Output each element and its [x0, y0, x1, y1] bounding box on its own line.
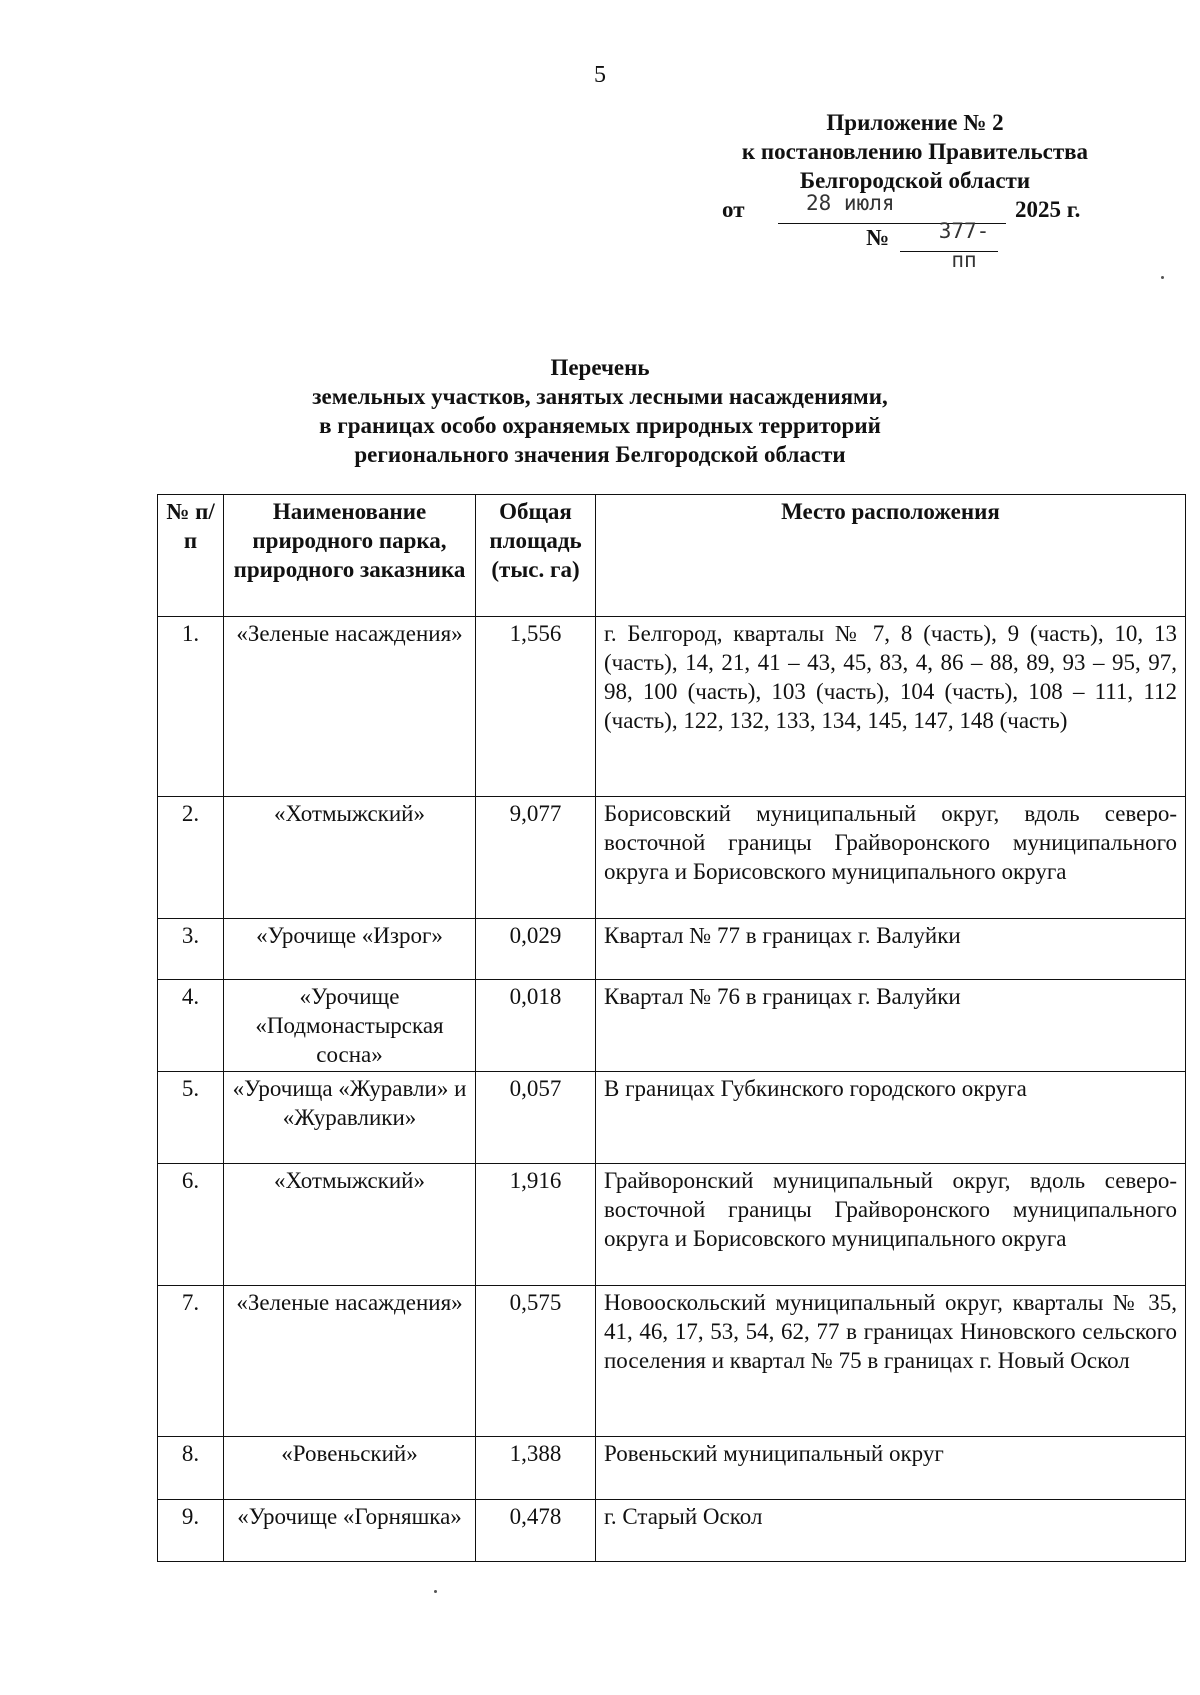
row-area: 0,478	[476, 1500, 596, 1562]
row-location: Грайворонский муниципальный округ, вдоль северо-восточной границы Грайворонского муниципального округа и Борисовского муниципального округа	[596, 1164, 1186, 1286]
table-row	[158, 980, 1186, 1072]
appendix-header	[700, 108, 1130, 272]
header-area: Общая площадь (тыс. га)	[476, 495, 596, 617]
number-line	[700, 219, 1130, 272]
table-row	[158, 617, 1186, 797]
row-area: 1,388	[476, 1437, 596, 1500]
row-name: «Урочища «Журавли» и «Журавлики»	[224, 1072, 476, 1164]
table-row	[158, 1286, 1186, 1437]
year-label: 2025 г.	[1015, 197, 1081, 222]
number-label: №	[866, 225, 890, 250]
row-no: 6.	[158, 1164, 224, 1286]
handwritten-number: 377-пп	[938, 219, 990, 272]
appendix-line-3: Белгородской области	[799, 168, 1031, 193]
row-name: «Зеленые насаждения»	[224, 617, 476, 797]
row-area: 1,556	[476, 617, 596, 797]
row-no: 7.	[158, 1286, 224, 1437]
row-location: В границах Губкинского городского округа	[596, 1072, 1186, 1164]
row-location: Квартал № 76 в границах г. Валуйки	[596, 980, 1186, 1072]
land-plots-table	[157, 494, 1186, 1562]
row-name: «Хотмыжский»	[224, 1164, 476, 1286]
number-field	[900, 219, 998, 272]
row-location: г. Старый Оскол	[596, 1500, 1186, 1562]
header-no: № п/п	[158, 495, 224, 617]
scan-speck	[1161, 276, 1164, 279]
appendix-line-1: Приложение № 2	[826, 110, 1004, 135]
row-location: г. Белгород, кварталы № 7, 8 (часть), 9 (часть), 10, 13 (часть), 14, 21, 41 – 43, 45, 83, 4, 86 – 88, 89, 93 – 95, 97, 98, 100 (часть), 103 (часть), 104 (часть), 108 – 111, 112 (часть), 122, 132, 133, 134, 145, 147, 148 (часть)	[596, 617, 1186, 797]
row-no: 9.	[158, 1500, 224, 1562]
row-location: Борисовский муниципальный округ, вдоль северо-восточной границы Грайворонского муниципального округа и Борисовского муниципального округа	[596, 797, 1186, 919]
row-area: 0,029	[476, 919, 596, 980]
title-line-4: регионального значения Белгородской области	[354, 442, 846, 467]
table-row	[158, 1437, 1186, 1500]
title-line-2: земельных участков, занятых лесными насаждениями,	[312, 384, 888, 409]
header-name: Наименование природного парка, природного заказника	[224, 495, 476, 617]
table-row	[158, 1500, 1186, 1562]
scan-speck	[434, 1590, 437, 1593]
row-location: Квартал № 77 в границах г. Валуйки	[596, 919, 1186, 980]
row-no: 3.	[158, 919, 224, 980]
table-row	[158, 1072, 1186, 1164]
header-location: Место расположения	[596, 495, 1186, 617]
row-name: «Урочище «Изрог»	[224, 919, 476, 980]
row-area: 0,018	[476, 980, 596, 1072]
table-row	[158, 797, 1186, 919]
row-area: 0,057	[476, 1072, 596, 1164]
row-location: Новооскольский муниципальный округ, кварталы № 35, 41, 46, 17, 53, 54, 62, 77 в границах Ниновского сельского поселения и квартал № 75 в границах г. Новый Оскол	[596, 1286, 1186, 1437]
row-name: «Зеленые насаждения»	[224, 1286, 476, 1437]
handwritten-date: 28 июля	[806, 191, 895, 215]
row-name: «Урочище «Горняшка»	[224, 1500, 476, 1562]
table-row	[158, 919, 1186, 980]
row-location: Ровеньский муниципальный округ	[596, 1437, 1186, 1500]
row-name: «Хотмыжский»	[224, 797, 476, 919]
row-name: «Ровеньский»	[224, 1437, 476, 1500]
document-title	[0, 353, 1200, 469]
from-label: от	[722, 197, 745, 222]
title-line-3: в границах особо охраняемых природных территорий	[319, 413, 881, 438]
page-number: 5	[594, 62, 606, 88]
row-area: 1,916	[476, 1164, 596, 1286]
row-no: 1.	[158, 617, 224, 797]
row-no: 8.	[158, 1437, 224, 1500]
table-header-row	[158, 495, 1186, 617]
row-no: 2.	[158, 797, 224, 919]
table-row	[158, 1164, 1186, 1286]
appendix-line-2: к постановлению Правительства	[741, 139, 1089, 164]
row-no: 5.	[158, 1072, 224, 1164]
title-line-1: Перечень	[550, 355, 650, 380]
row-no: 4.	[158, 980, 224, 1072]
row-name: «Урочище «Подмонастырская сосна»	[224, 980, 476, 1072]
row-area: 0,575	[476, 1286, 596, 1437]
row-area: 9,077	[476, 797, 596, 919]
